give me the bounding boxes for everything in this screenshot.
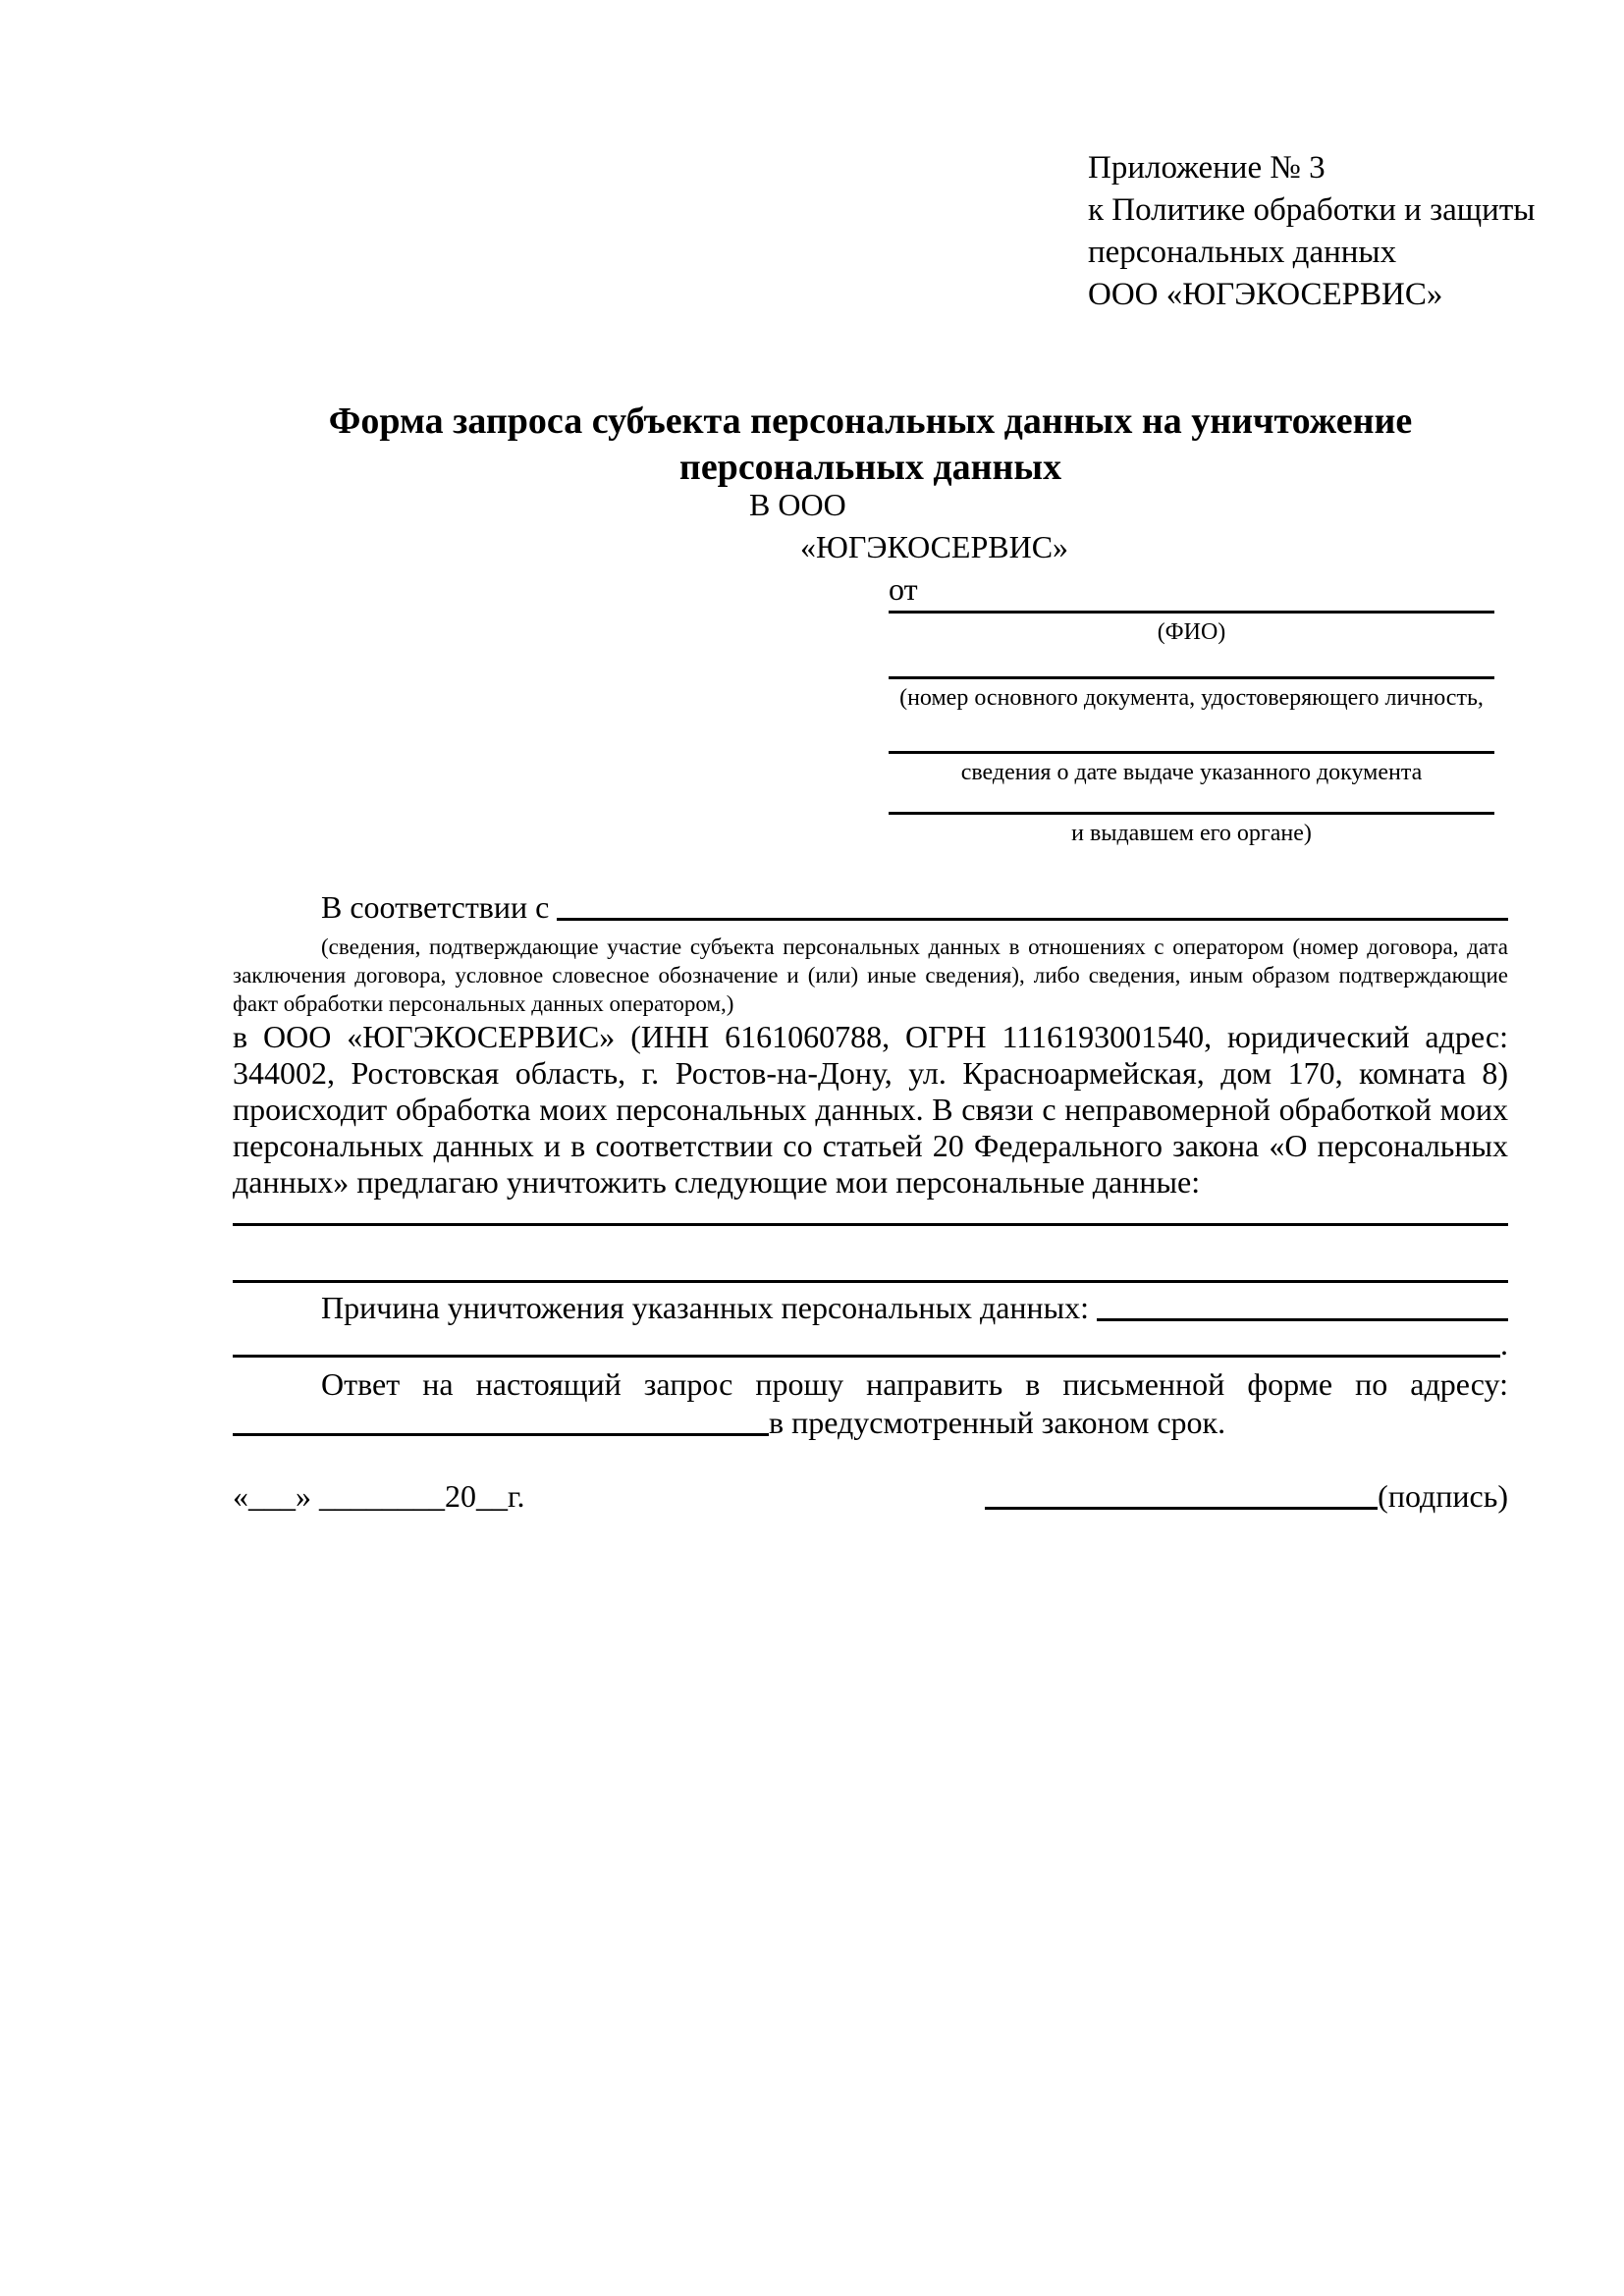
fio-caption: (ФИО) (1157, 619, 1226, 645)
reason-row (233, 1289, 1508, 1326)
reason-terminator: . (1500, 1326, 1508, 1362)
fio-blank-line (889, 611, 1494, 614)
accordance-blank-line (557, 888, 1508, 921)
id-document-caption-1: (номер основного документа, удостоверяющего личность, (899, 685, 1484, 711)
addressee-org-name: «ЮГЭКОСЕРВИС» (800, 529, 1069, 564)
date-placeholder: «___» ________20__г. (233, 1478, 525, 1514)
signature-group (985, 1477, 1508, 1515)
appendix-line-2: к Политике обработки и защиты (1088, 192, 1536, 228)
appendix-line-4: ООО «ЮГЭКОСЕРВИС» (1088, 277, 1443, 312)
form-title-line-2: персональных данных (678, 447, 1062, 488)
response-address-row (233, 1404, 1508, 1441)
footer-row (233, 1477, 1508, 1515)
reason-label: Причина уничтожения указанных персональных данных: (321, 1290, 1098, 1325)
form-title-line-1: Форма запроса субъекта персональных данных на уничтожение (328, 400, 1413, 442)
main-paragraph: в ООО «ЮГЭКОСЕРВИС» (ИНН 6161060788, ОГРН 1116193001540, юридический адрес: 344002, Ростовская область, г. Ростов-на-Дону, ул. Красноармейская, дом 170, комната 8) происходит обработка моих персональных данных. В связи с неправомерной обработкой моих персональных данных и в соответствии со статьей 20 Федерального закона «О персональных данных» предлагаю уничтожить следующие мои персональные данные: (233, 1019, 1508, 1200)
addressee-from-label: от (889, 571, 918, 607)
address-blank-line (233, 1404, 769, 1436)
accordance-note: (сведения, подтверждающие участие субъекта персональных данных в отношениях с оператором (номер договора, дата заключения договора, условное словесное обозначение и (или) иные сведения), либо сведения, иным образом подтверждающие факт обработки персональных данных оператором,) (233, 934, 1508, 1016)
reason-blank-line (1097, 1289, 1508, 1321)
id-document-blank-line-2 (889, 751, 1494, 754)
id-document-blank-line-1 (889, 676, 1494, 679)
accordance-prefix: В соответствии с (321, 889, 558, 925)
reason-continuation-row (233, 1325, 1508, 1362)
signature-blank-line (985, 1507, 1378, 1510)
personal-data-blank-line-2 (233, 1280, 1508, 1283)
accordance-row (233, 888, 1508, 926)
appendix-line-1: Приложение № 3 (1088, 150, 1326, 186)
id-document-blank-line-3 (889, 812, 1494, 815)
personal-data-blank-line-1 (233, 1223, 1508, 1226)
reason-continuation-blank-line (233, 1325, 1500, 1358)
form-title (233, 399, 1508, 491)
id-document-caption-2: сведения о дате выдаче указанного документа (960, 760, 1423, 785)
id-document-caption-3: и выдавшем его органе) (1071, 821, 1312, 846)
addressee-org-prefix: В ООО (749, 487, 846, 522)
appendix-block (1088, 147, 1535, 316)
appendix-line-3: персональных данных (1088, 235, 1397, 270)
signature-caption: (подпись) (1378, 1478, 1508, 1514)
response-request-line: Ответ на настоящий запрос прошу направить в письменной форме по адресу: (321, 1366, 1508, 1402)
response-tail: в предусмотренный законом срок. (769, 1405, 1226, 1440)
